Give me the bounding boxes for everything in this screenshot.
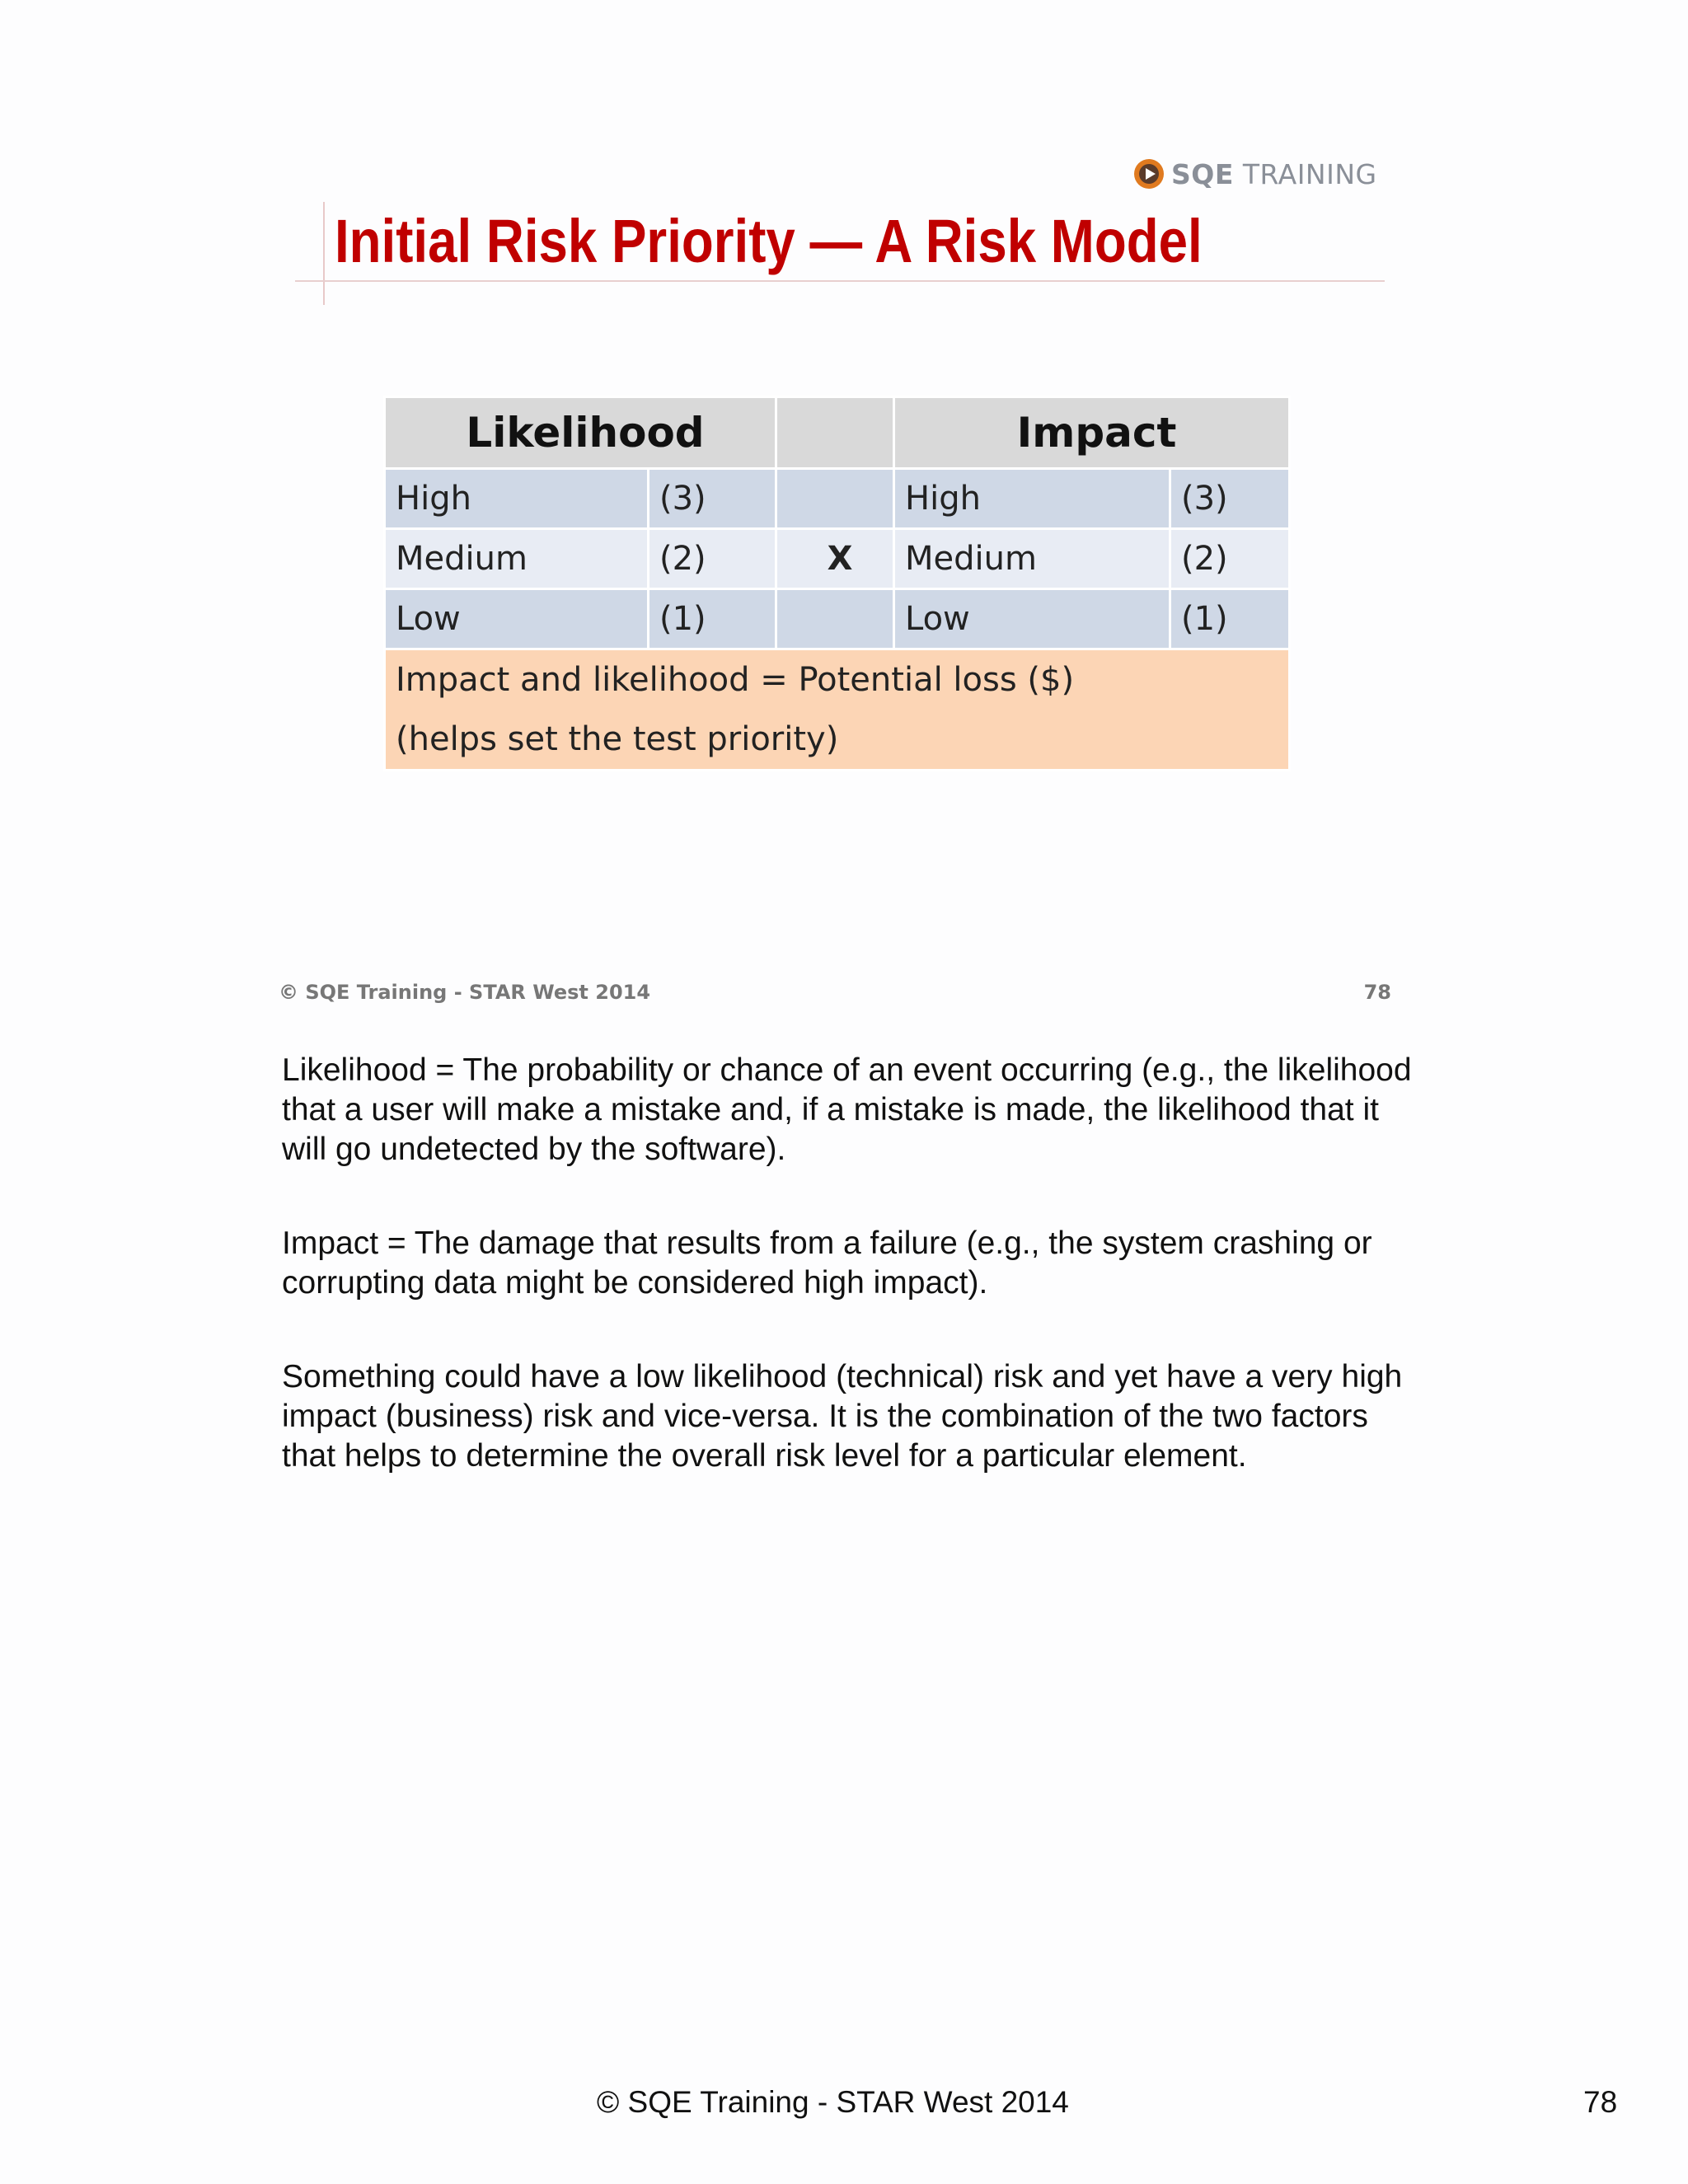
impact-label: Low [894,589,1170,649]
play-logo-icon [1133,158,1165,190]
sqe-training-logo [1133,155,1377,193]
likelihood-value: (1) [649,589,776,649]
title-horizontal-rule [295,280,1385,282]
likelihood-header: Likelihood [385,397,776,469]
impact-label: High [894,469,1170,529]
page-copyright: © SQE Training - STAR West 2014 [597,2085,1069,2119]
operator-header [776,397,894,469]
operator-cell [776,589,894,649]
table-row [385,469,1290,529]
slide-number: 78 [1363,981,1391,1004]
risk-model-table [383,396,1291,771]
impact-label: Medium [894,529,1170,589]
title-vertical-rule [323,202,325,305]
likelihood-value: (3) [649,469,776,529]
likelihood-label: Low [385,589,649,649]
summary-line-2: (helps set the test priority) [396,720,839,758]
impact-header: Impact [894,397,1290,469]
likelihood-label: Medium [385,529,649,589]
logo-text: SQE TRAINING [1171,157,1377,190]
slide [280,132,1401,1014]
page-number: 78 [1583,2085,1618,2119]
table-row [385,529,1290,589]
slide-title: Initial Risk Priority — A Risk Model [335,207,1203,275]
summary-row [385,649,1290,771]
summary-cell [385,649,1290,771]
likelihood-label: High [385,469,649,529]
summary-line-1: Impact and likelihood = Potential loss ($) [396,661,1075,699]
slide-footer [279,981,1391,1004]
table-header-row [385,397,1290,469]
operator-cell [776,469,894,529]
slide-copyright: © SQE Training - STAR West 2014 [279,981,651,1004]
impact-value: (2) [1170,529,1290,589]
note-paragraph: Impact = The damage that results from a failure (e.g., the system crashing or corrupting data might be considered high impact). [282,1226,1372,1301]
note-paragraph: Something could have a low likelihood (technical) risk and yet have a very high impact (business) risk and vice-versa. It is the combination of the two factors that helps to determine the overall risk level for a particular element. [282,1359,1403,1474]
multiply-operator: X [776,529,894,589]
speaker-notes [282,1051,1428,1530]
likelihood-value: (2) [649,529,776,589]
impact-value: (1) [1170,589,1290,649]
table-row [385,589,1290,649]
note-paragraph: Likelihood = The probability or chance of an event occurring (e.g., the likelihood that a user will make a mistake and, if a mistake is made, the likelihood that it will go undetected by the software). [282,1052,1412,1167]
impact-value: (3) [1170,469,1290,529]
